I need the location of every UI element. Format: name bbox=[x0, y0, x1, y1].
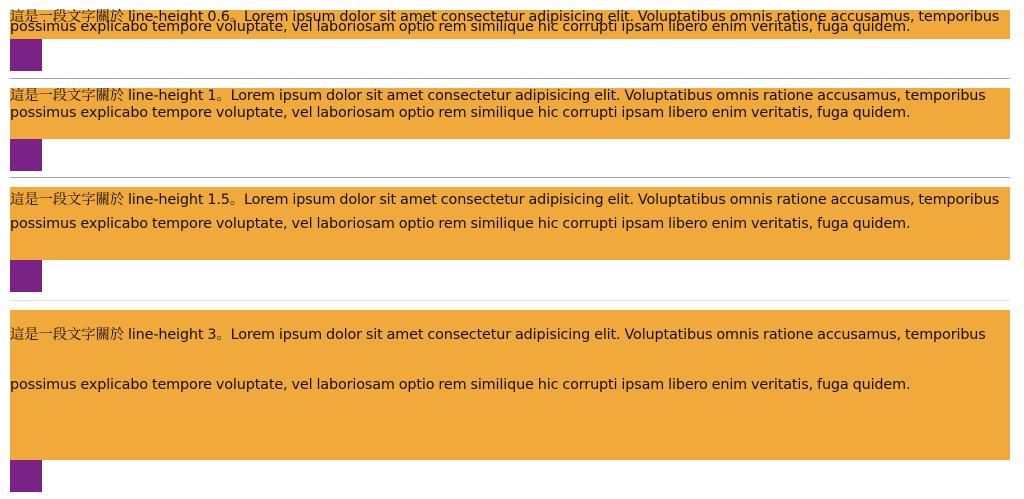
demo-paragraph: 這是一段文字關於 line-height 0.6。Lorem ipsum dolor sit amet consectetur adipisicing elit. Voluptatibus omnis ratione accusamus, temporibus possimus explicabo tempore voluptate, vel laboriosam optio rem similique hic corrupti ipsam libero enim veritatis, fuga quidem. bbox=[10, 10, 1010, 39]
purple-square bbox=[10, 260, 42, 292]
line-height-demo-1-5 bbox=[10, 187, 1010, 292]
purple-square bbox=[10, 460, 42, 492]
divider bbox=[10, 177, 1010, 178]
line-height-demo-1 bbox=[10, 88, 1010, 171]
demo-paragraph: 這是一段文字關於 line-height 3。Lorem ipsum dolor sit amet consectetur adipisicing elit. Voluptatibus omnis ratione accusamus, temporibus possimus explicabo tempore voluptate, vel laboriosam optio rem similique hic corrupti ipsam libero enim veritatis, fuga quidem. bbox=[10, 310, 1010, 460]
divider bbox=[10, 300, 1010, 301]
purple-square bbox=[10, 39, 42, 71]
divider bbox=[10, 78, 1010, 79]
demo-paragraph: 這是一段文字關於 line-height 1。Lorem ipsum dolor sit amet consectetur adipisicing elit. Voluptatibus omnis ratione accusamus, temporibus possimus explicabo tempore voluptate, vel laboriosam optio rem similique hic corrupti ipsam libero enim veritatis, fuga quidem. bbox=[10, 88, 1010, 139]
purple-square bbox=[10, 139, 42, 171]
line-height-demo-0-6 bbox=[10, 10, 1010, 71]
line-height-demo-3 bbox=[10, 310, 1010, 492]
demo-paragraph: 這是一段文字關於 line-height 1.5。Lorem ipsum dolor sit amet consectetur adipisicing elit. Voluptatibus omnis ratione accusamus, temporibus possimus explicabo tempore voluptate, vel laboriosam optio rem similique hic corrupti ipsam libero enim veritatis, fuga quidem. bbox=[10, 187, 1010, 260]
